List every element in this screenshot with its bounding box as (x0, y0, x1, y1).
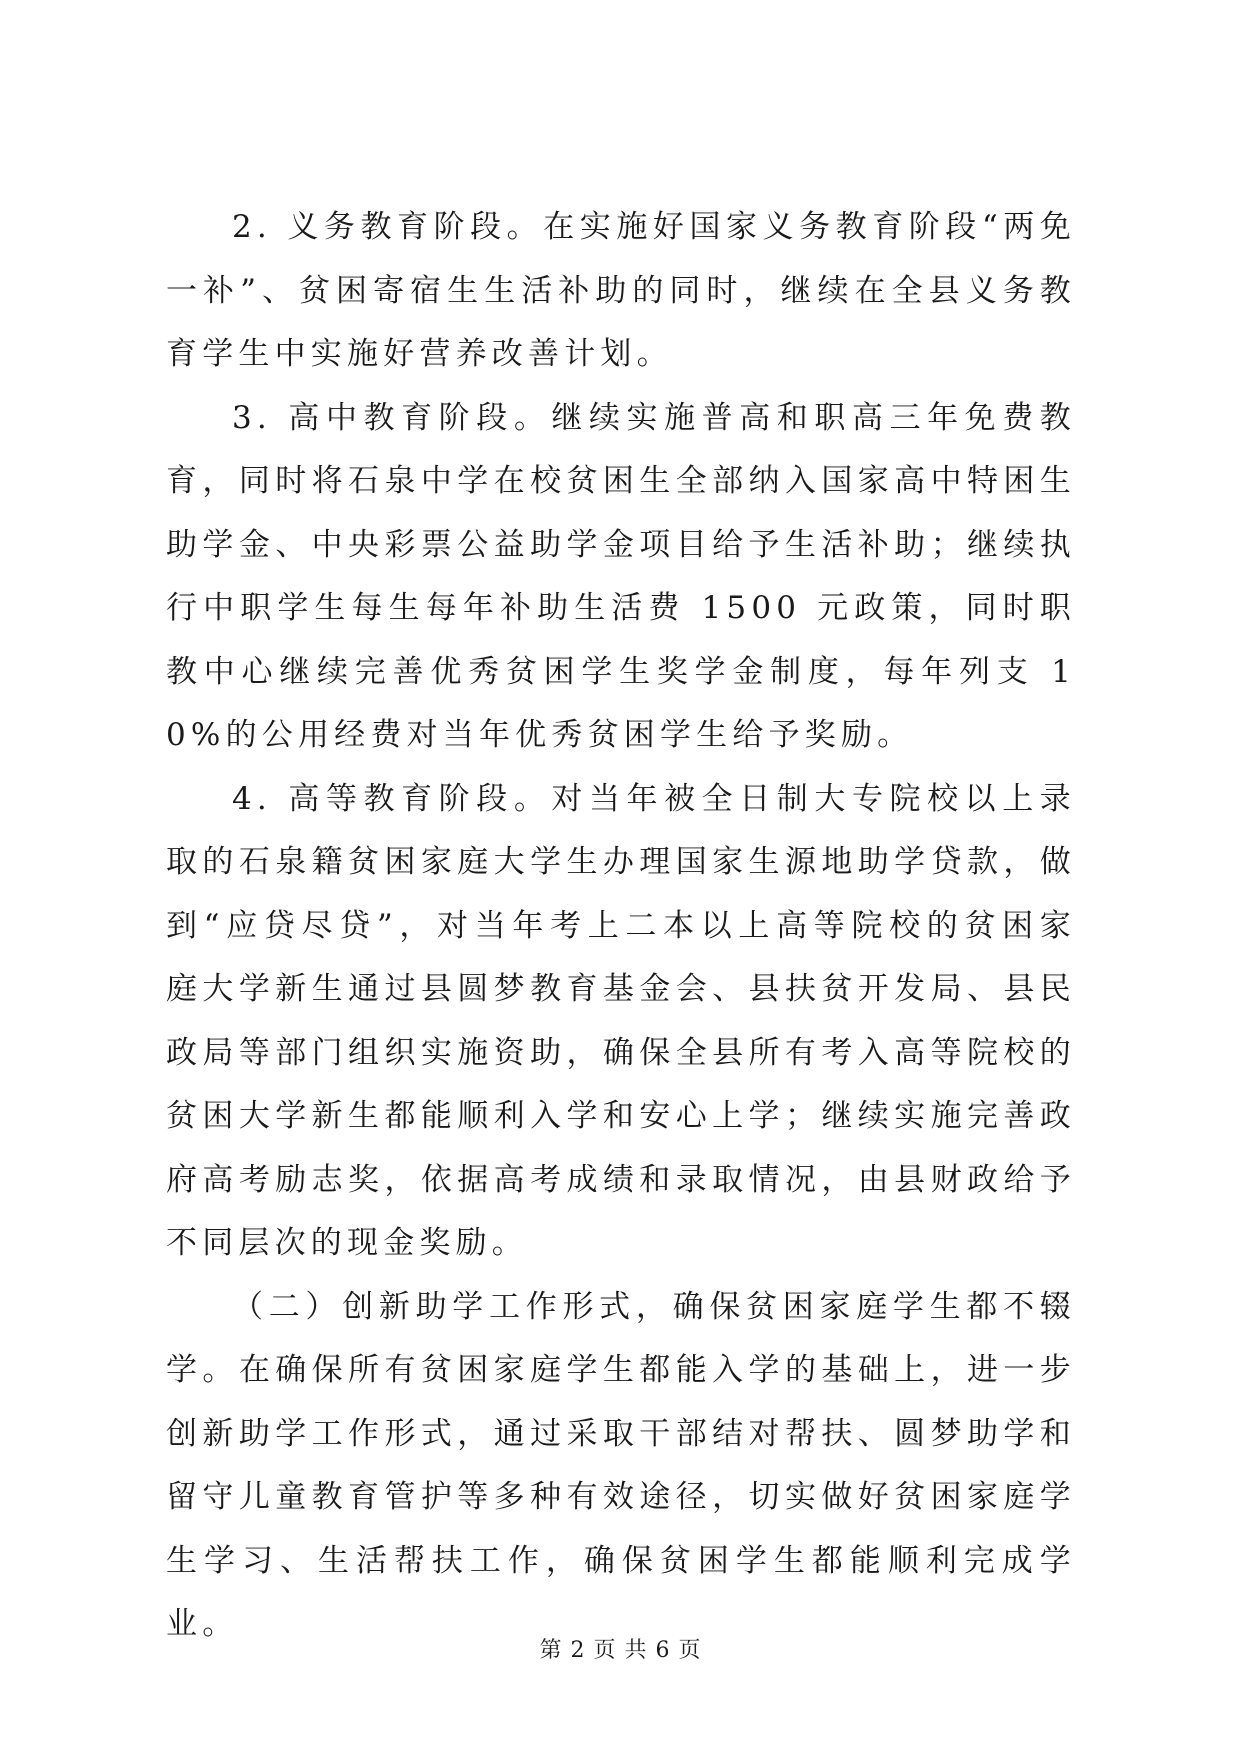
paragraph-innovate-aid-forms: （二）创新助学工作形式，确保贫困家庭学生都不辍学。在确保所有贫困家庭学生都能入学的基础上，进一步创新助学工作形式，通过采取干部结对帮扶、圆梦助学和留守儿童教育管护等多种有效途径，切实做好贫困家庭学生学习、生活帮扶工作，确保贫困学生都能顺利完成学业。 (166, 1288, 1076, 1642)
document-body (166, 196, 1076, 1657)
page-number-footer: 第 2 页 共 6 页 (539, 1638, 702, 1663)
paragraph-higher-education: 4. 高等教育阶段。对当年被全日制大专院校以上录取的石泉籍贫困家庭大学生办理国家生源地助学贷款，做到“应贷尽贷”，对当年考上二本以上高等院校的贫困家庭大学新生通过县圆梦教育基金会、县扶贫开发局、县民政局等部门组织实施资助，确保全县所有考入高等院校的贫困大学新生都能顺利入学和安心上学；继续实施完善政府高考励志奖，依据高考成绩和录取情况，由县财政给予不同层次的现金奖励。 (166, 780, 1076, 1261)
paragraph-high-school-education: 3. 高中教育阶段。继续实施普高和职高三年免费教育，同时将石泉中学在校贫困生全部纳入国家高中特困生助学金、中央彩票公益助学金项目给予生活补助；继续执行中职学生每生每年补助生活费 1500 元政策，同时职教中心继续完善优秀贫困学生奖学金制度，每年列支 10%的公用经费对当年优秀贫困学生给予奖励。 (166, 399, 1076, 753)
paragraph-compulsory-education: 2. 义务教育阶段。在实施好国家义务教育阶段“两免一补”、贫困寄宿生生活补助的同时，继续在全县义务教育学生中实施好营养改善计划。 (166, 209, 1076, 372)
